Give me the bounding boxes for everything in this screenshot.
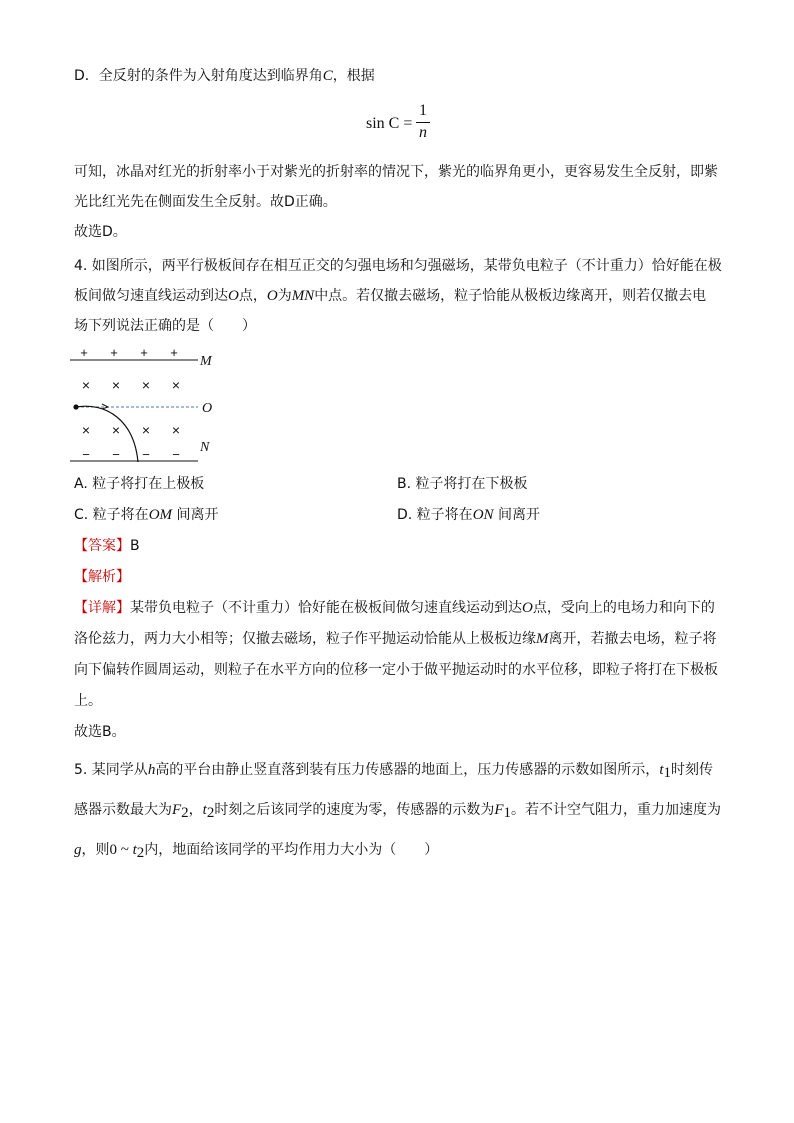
negative-charge: − bbox=[112, 447, 120, 462]
label-n: N bbox=[200, 440, 210, 455]
analysis-tag: 【解析】 bbox=[74, 569, 130, 585]
negative-charge: − bbox=[142, 447, 150, 462]
magnetic-field-cross: × bbox=[81, 377, 91, 393]
magnetic-field-cross: × bbox=[111, 377, 121, 393]
paragraph-line: 可知，冰晶对红光的折射率小于对紫光的折射率的情况下，紫光的临界角更小，更容易发生全反射，即紫 bbox=[74, 164, 718, 180]
magnetic-field-cross: × bbox=[171, 377, 181, 393]
question-5-line: g，则0 ~ $t_2$内，地面给该同学的平均作用力大小为（ ） bbox=[74, 842, 439, 861]
negative-charge: − bbox=[82, 447, 90, 462]
label-o: O bbox=[202, 401, 213, 416]
question-5-line: 5. 某同学从h高的平台由静止竖直落到装有压力传感器的地面上，压力传感器的示数如图所示，$t_1$时刻传 bbox=[74, 762, 713, 781]
magnetic-field-cross: × bbox=[141, 377, 151, 393]
positive-charge: + bbox=[170, 345, 178, 360]
option-a: A. 粒子将打在上极板 bbox=[74, 476, 205, 492]
answer-line bbox=[74, 536, 140, 556]
answer-choice-line: 故选D。 bbox=[74, 224, 127, 240]
positive-charge: + bbox=[140, 345, 148, 360]
answer-tag: 【答案】 bbox=[74, 538, 130, 554]
detail-line: 洛伦兹力，两力大小相等；仅撤去磁场，粒子作平抛运动恰能从上极板边缘M离开，若撤去电场，粒子将 bbox=[74, 631, 717, 647]
question-4-line: 4. 如图所示，两平行极板间存在相互正交的匀强电场和匀强磁场，某带负电粒子（不计重力）恰好能在极 bbox=[74, 258, 722, 274]
detail-tag: 【详解】 bbox=[74, 600, 130, 616]
detail-line: 上。 bbox=[74, 693, 102, 709]
negative-charge: − bbox=[172, 447, 180, 462]
magnetic-field-cross: × bbox=[171, 422, 181, 438]
positive-charge: + bbox=[110, 345, 118, 360]
magnetic-field-cross: × bbox=[111, 422, 121, 438]
answer-choice-line: 故选B。 bbox=[74, 724, 126, 740]
question-5-line: 感器示数最大为$F_2$，$t_2$时刻之后该同学的速度为零，传感器的示数为$F_1$。若不计空气阻力，重力加速度为 bbox=[74, 802, 722, 821]
question-4-line: 板间做匀速直线运动到达O点，O为MN中点。若仅撤去磁场，粒子恰能从极板边缘离开，则若仅撤去电 bbox=[74, 288, 707, 304]
detail-line: 向下偏转作圆周运动，则粒子在水平方向的位移一定小于做平抛运动时的水平位移，即粒子将打在下极板 bbox=[74, 662, 718, 678]
option-c: C. 粒子将在OM 间离开 bbox=[74, 507, 219, 523]
paragraph-line: 光比红光先在侧面发生全反射。故D正确。 bbox=[74, 194, 337, 210]
option-b: B. 粒子将打在下极板 bbox=[397, 476, 528, 492]
magnetic-field-cross: × bbox=[141, 422, 151, 438]
magnetic-field-cross: × bbox=[81, 422, 91, 438]
option-d-explanation: D．全反射的条件为入射角度达到临界角C，根据 bbox=[74, 68, 375, 84]
label-m: M bbox=[200, 354, 212, 369]
document-page: D．全反射的条件为入射角度达到临界角C，根据 sin C = 1 n 可知，冰晶对红光的折射率小于对紫光的折射率的情况下，紫光的临界角更小，更容易发生全反射，即紫 光比红光先在侧面发生全反射。故D正确。 故选D。 4. 如图所示，两平行极板间存在相互正交的匀强电场和匀强磁场，某带负电粒子（不计重力）恰好能在极 板间做匀速直线运动到达O点，O为MN中点。若仅撤去磁场，粒子恰能从极板边缘离开，则若仅撤去电 场下列说法正确的是（ ） + + + + M × × × × O × × × × − − − − N A. 粒子将打在上极板 B. 粒子将打在下极板 C. 粒子将在OM 间离开 D. 粒子将在ON 间离开 【答案】B 【解析】 【详解】某带负电粒子（不计重力）恰好能在极板间做匀速直线运动到达O点，受向上的电场力和向下的 洛伦兹力，两力大小相等；仅撤去磁场，粒子作平抛运动恰能从上极板边缘M离开，若撤去电场，粒子将 向下偏转作圆周运动，则粒子在水平方向的位移一定小于做平抛运动时的水平位移，即粒子将打在下极板 上。 故选B。 5. 某同学从h高的平台由静止竖直落到装有压力传感器的地面上，压力传感器的示数如图所示，$t_1$时刻传 感器示数最大为$F_2$，$t_2$时刻之后该同学的速度为零，传感器的示数为$F_1$。若不计空气阻力，重力加速度为 g，则0 ~ $t_2$内，地面给该同学的平均作用力大小为（ ） bbox=[0, 0, 794, 1123]
question-4-line: 场下列说法正确的是（ ） bbox=[74, 318, 256, 334]
positive-charge: + bbox=[80, 345, 88, 360]
option-d: D. 粒子将在ON 间离开 bbox=[397, 507, 540, 523]
detail-line: 【详解】某带负电粒子（不计重力）恰好能在极板间做匀速直线运动到达O点，受向上的电场力和向下的 bbox=[74, 600, 715, 616]
answer-value: B bbox=[130, 538, 140, 554]
analysis-line bbox=[74, 567, 130, 587]
